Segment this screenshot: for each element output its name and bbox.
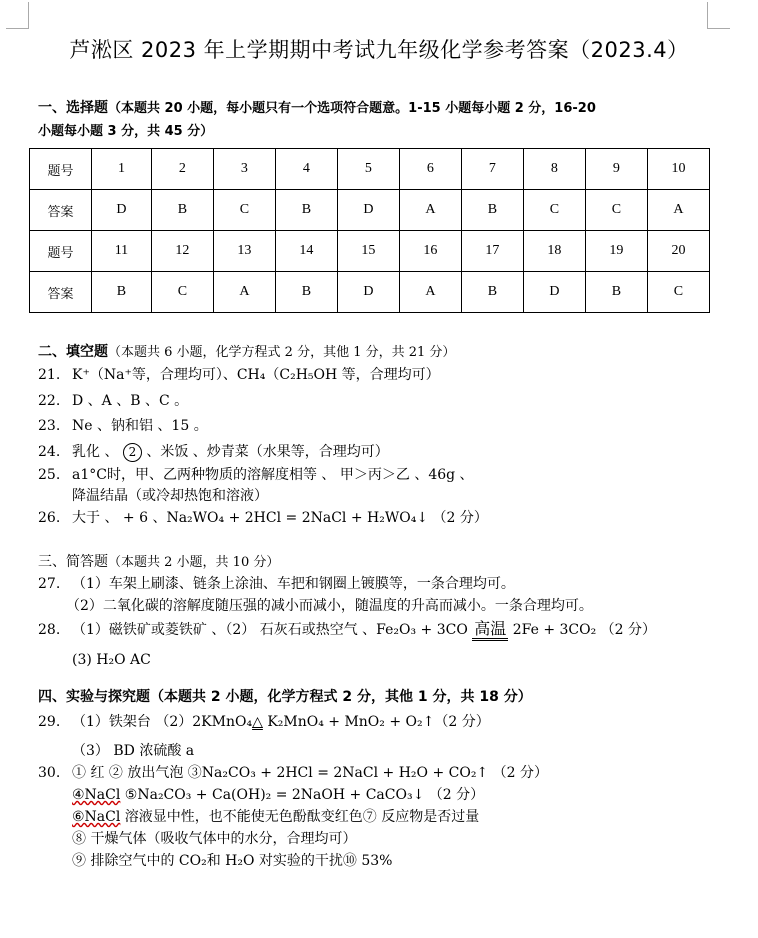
table-cell: A bbox=[647, 190, 709, 231]
table-cell: C bbox=[213, 190, 275, 231]
row-label: 题号 bbox=[30, 149, 92, 190]
table-cell: 3 bbox=[213, 149, 275, 190]
q30-line4: ⑧ 干燥气体（吸收气体中的水分，合理均可） bbox=[72, 831, 357, 847]
table-cell: 15 bbox=[337, 231, 399, 272]
table-cell: B bbox=[92, 272, 152, 313]
table-cell: 12 bbox=[151, 231, 213, 272]
table-cell: 6 bbox=[399, 149, 461, 190]
q25-answer: a1°C时，甲、乙两种物质的溶解度相等 、 甲＞丙＞乙 、46g 、 bbox=[72, 467, 474, 483]
table-cell: 17 bbox=[461, 231, 523, 272]
q-num: 30. bbox=[38, 765, 61, 781]
table-cell: D bbox=[337, 272, 399, 313]
q-num: 25. bbox=[38, 467, 61, 483]
q27 bbox=[38, 574, 515, 594]
table-cell: D bbox=[92, 190, 152, 231]
table-cell: B bbox=[461, 190, 523, 231]
page-title: 芦淞区 2023 年上学期期中考试九年级化学参考答案（2023.4） bbox=[69, 38, 689, 62]
q30 bbox=[38, 763, 548, 783]
table-cell: C bbox=[523, 190, 585, 231]
table-cell: B bbox=[151, 190, 213, 231]
q26 bbox=[38, 508, 488, 528]
q30-line2 bbox=[72, 785, 484, 805]
table-cell: 13 bbox=[213, 231, 275, 272]
row-label: 答案 bbox=[30, 272, 92, 313]
table-cell: C bbox=[647, 272, 709, 313]
section3-heading: 三、简答题 bbox=[38, 554, 108, 570]
q30-answer-6a: ⑥NaCl bbox=[72, 809, 121, 825]
q-num: 21. bbox=[38, 367, 61, 383]
circled-number: 2 bbox=[123, 443, 142, 462]
section1-heading-block bbox=[38, 97, 596, 143]
page-corner-mark-left bbox=[6, 2, 29, 29]
q29-answer-b: K₂MnO₄ + MnO₂ + O₂↑（2 分） bbox=[267, 714, 490, 730]
table-cell: B bbox=[275, 272, 337, 313]
table-row bbox=[30, 149, 710, 190]
table-cell: A bbox=[399, 190, 461, 231]
table-cell: B bbox=[461, 272, 523, 313]
table-cell: B bbox=[275, 190, 337, 231]
q29 bbox=[38, 712, 490, 732]
q30-answer-5: ⑤Na₂CO₃ + Ca(OH)₂ = 2NaOH + CaCO₃↓ （2 分） bbox=[120, 787, 485, 803]
q28-answer-b: 2Fe + 3CO₂ （2 分） bbox=[512, 622, 657, 638]
q30-answer-4: ④NaCl bbox=[72, 787, 121, 803]
table-cell: 16 bbox=[399, 231, 461, 272]
q29-part3: （3） BD 浓硫酸 a bbox=[72, 743, 195, 759]
q21-answer: K⁺（Na⁺等，合理均可）、CH₄（C₂H₅OH 等，合理均可） bbox=[72, 367, 440, 383]
table-cell: D bbox=[523, 272, 585, 313]
q-num: 23. bbox=[38, 418, 61, 434]
q28-answer-a: （1）磁铁矿或菱铁矿 、（2） 石灰石或热空气 、Fe₂O₃ + 3CO bbox=[72, 622, 468, 638]
table-row bbox=[30, 190, 710, 231]
page-corner-mark-right bbox=[707, 2, 730, 29]
table-cell: B bbox=[585, 272, 647, 313]
answer-table bbox=[29, 148, 710, 313]
q30-answer-1: ① 红 ② 放出气泡 ③Na₂CO₃ + 2HCl = 2NaCl + H₂O + CO₂↑ （2 分） bbox=[72, 765, 548, 781]
table-cell: 18 bbox=[523, 231, 585, 272]
q24 bbox=[38, 442, 389, 462]
table-cell: 10 bbox=[647, 149, 709, 190]
table-cell: C bbox=[585, 190, 647, 231]
section1-note-1: （本题共 20 小题，每小题只有一个选项符合题意。1-15 小题每小题 2 分，16-20 bbox=[108, 101, 596, 116]
q30-line3 bbox=[72, 807, 479, 827]
table-cell: A bbox=[399, 272, 461, 313]
table-cell: 19 bbox=[585, 231, 647, 272]
table-cell: 11 bbox=[92, 231, 152, 272]
q-num: 22. bbox=[38, 393, 61, 409]
q29-answer-a: （1）铁架台 （2）2KMnO₄ bbox=[72, 714, 253, 730]
section1-heading: 一、选择题 bbox=[38, 100, 108, 116]
q-num: 29. bbox=[38, 714, 61, 730]
section4-heading: 四、实验与探究题（本题共 2 小题，化学方程式 2 分，其他 1 分，共 18 分） bbox=[38, 689, 532, 705]
table-cell: A bbox=[213, 272, 275, 313]
q28-part3: (3) H₂O AC bbox=[72, 652, 151, 668]
section3-heading-block bbox=[38, 551, 279, 574]
reaction-condition: 高温 bbox=[472, 620, 508, 641]
q28 bbox=[38, 620, 656, 641]
q-num: 28. bbox=[38, 622, 61, 638]
q-num: 27. bbox=[38, 576, 61, 592]
row-label: 答案 bbox=[30, 190, 92, 231]
table-cell: 1 bbox=[92, 149, 152, 190]
q22-answer: D 、A 、B 、C 。 bbox=[72, 393, 189, 409]
q23-answer: Ne 、钠和铝 、15 。 bbox=[72, 418, 208, 434]
q27-answer-1: （1）车架上刷漆、链条上涂油、车把和钢圈上镀膜等，一条合理均可。 bbox=[72, 576, 515, 592]
section1-note-2: 小题每小题 3 分，共 45 分） bbox=[38, 124, 214, 139]
section2-heading-block bbox=[38, 341, 455, 364]
section2-heading: 二、填空题 bbox=[38, 344, 108, 360]
table-cell: 14 bbox=[275, 231, 337, 272]
q30-line5: ⑨ 排除空气中的 CO₂和 H₂O 对实验的干扰⑩ 53% bbox=[72, 853, 393, 869]
q21 bbox=[38, 365, 440, 385]
table-cell: 7 bbox=[461, 149, 523, 190]
table-row bbox=[30, 272, 710, 313]
table-cell: 8 bbox=[523, 149, 585, 190]
q-num: 26. bbox=[38, 510, 61, 526]
q24-answer-b: 、米饭 、炒青菜（水果等，合理均可） bbox=[146, 444, 389, 460]
section4-heading-block bbox=[38, 686, 532, 709]
q22 bbox=[38, 391, 188, 411]
table-cell: 4 bbox=[275, 149, 337, 190]
q26-answer: 大于 、 + 6 、Na₂WO₄ + 2HCl = 2NaCl + H₂WO₄↓ （2 分） bbox=[72, 510, 488, 526]
table-cell: 9 bbox=[585, 149, 647, 190]
table-cell: C bbox=[151, 272, 213, 313]
reaction-condition: △ bbox=[252, 714, 263, 730]
q23 bbox=[38, 416, 208, 436]
table-cell: 2 bbox=[151, 149, 213, 190]
q27-answer-2: （2）二氧化碳的溶解度随压强的减小而减小，随温度的升高而减小。一条合理均可。 bbox=[66, 598, 593, 614]
section3-note: （本题共 2 小题，共 10 分） bbox=[108, 555, 280, 570]
q25 bbox=[38, 465, 474, 485]
table-cell: 5 bbox=[337, 149, 399, 190]
q30-answer-6b: 溶液显中性，也不能使无色酚酞变红色⑦ 反应物是否过量 bbox=[120, 809, 480, 825]
table-cell: 20 bbox=[647, 231, 709, 272]
q-num: 24. bbox=[38, 444, 61, 460]
q24-answer-a: 乳化 、 bbox=[72, 444, 119, 460]
table-cell: D bbox=[337, 190, 399, 231]
table-row bbox=[30, 231, 710, 272]
q25-line2: 降温结晶（或冷却热饱和溶液） bbox=[72, 488, 268, 504]
row-label: 题号 bbox=[30, 231, 92, 272]
section2-note: （本题共 6 小题，化学方程式 2 分，其他 1 分，共 21 分） bbox=[108, 345, 456, 360]
